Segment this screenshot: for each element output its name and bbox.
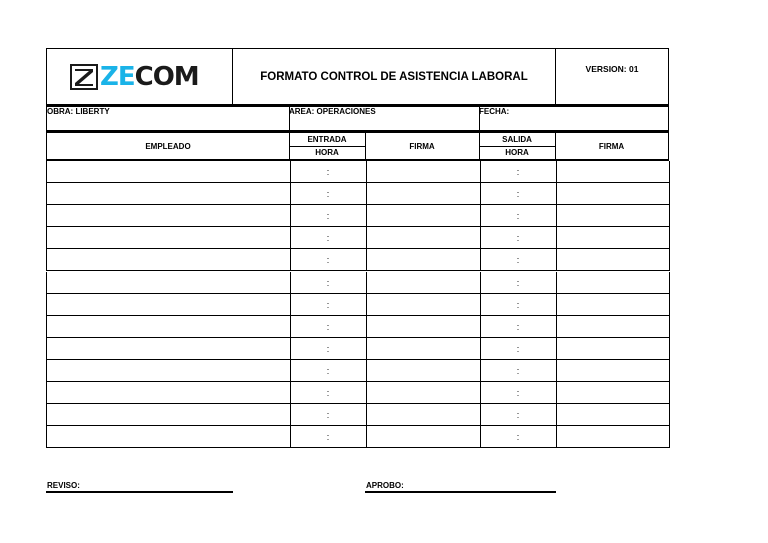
cell-firma-salida[interactable] — [556, 338, 670, 360]
cell-entrada-hora[interactable]: : — [290, 205, 367, 227]
cell-firma-salida[interactable] — [556, 316, 670, 338]
table-row — [46, 338, 669, 360]
obra-field — [46, 105, 290, 131]
table-row — [46, 382, 669, 404]
cell-firma-entrada[interactable] — [366, 205, 481, 227]
cell-firma-entrada[interactable] — [366, 360, 481, 382]
cell-firma-entrada[interactable] — [366, 426, 481, 448]
col-entrada: ENTRADA — [289, 131, 366, 147]
cell-entrada-hora[interactable]: : — [290, 316, 367, 338]
cell-firma-salida[interactable] — [556, 426, 670, 448]
cell-firma-entrada[interactable] — [366, 183, 481, 205]
cell-empleado[interactable] — [47, 404, 291, 426]
table-row — [46, 404, 669, 426]
cell-firma-entrada[interactable] — [366, 382, 481, 404]
cell-entrada-hora[interactable]: : — [290, 360, 367, 382]
cell-empleado[interactable] — [47, 338, 291, 360]
cell-empleado[interactable] — [47, 294, 291, 316]
cell-salida-hora[interactable]: : — [480, 382, 557, 404]
col-empleado: EMPLEADO — [46, 131, 290, 161]
cell-empleado[interactable] — [47, 382, 291, 404]
cell-entrada-hora[interactable]: : — [290, 404, 367, 426]
cell-firma-entrada[interactable] — [366, 316, 481, 338]
logo-box — [46, 48, 233, 105]
logo-text-ze: ZE — [100, 61, 135, 92]
cell-entrada-hora[interactable]: : — [290, 183, 367, 205]
cell-entrada-hora[interactable]: : — [290, 227, 367, 249]
cell-entrada-hora[interactable]: : — [290, 426, 367, 448]
table-row — [46, 360, 669, 382]
col-salida-hora: HORA — [479, 146, 556, 161]
cell-empleado[interactable] — [47, 205, 291, 227]
cell-firma-entrada[interactable] — [366, 404, 481, 426]
cell-empleado[interactable] — [47, 161, 291, 183]
logo-text-com: COM — [134, 61, 199, 92]
area-label: AREA: OPERACIONES — [289, 107, 376, 116]
cell-salida-hora[interactable]: : — [480, 249, 557, 271]
cell-empleado[interactable] — [47, 360, 291, 382]
fecha-field — [479, 105, 669, 131]
aprobo-signature-line[interactable] — [365, 491, 556, 493]
cell-salida-hora[interactable]: : — [480, 404, 557, 426]
table-row — [46, 249, 669, 271]
cell-salida-hora[interactable]: : — [480, 272, 557, 294]
cell-salida-hora[interactable]: : — [480, 338, 557, 360]
cell-firma-salida[interactable] — [556, 294, 670, 316]
cell-empleado[interactable] — [47, 183, 291, 205]
zecom-logo-icon — [70, 64, 98, 90]
table-row — [46, 272, 669, 294]
col-entrada-hora: HORA — [289, 146, 366, 161]
cell-salida-hora[interactable]: : — [480, 360, 557, 382]
cell-salida-hora[interactable]: : — [480, 294, 557, 316]
cell-salida-hora[interactable]: : — [480, 227, 557, 249]
col-firma-salida: FIRMA — [555, 131, 669, 161]
cell-firma-entrada[interactable] — [366, 249, 481, 271]
cell-empleado[interactable] — [47, 227, 291, 249]
cell-salida-hora[interactable]: : — [480, 426, 557, 448]
cell-firma-salida[interactable] — [556, 161, 670, 183]
cell-salida-hora[interactable]: : — [480, 183, 557, 205]
cell-entrada-hora[interactable]: : — [290, 294, 367, 316]
cell-salida-hora[interactable]: : — [480, 161, 557, 183]
fecha-label: FECHA: — [479, 107, 510, 116]
form-title: FORMATO CONTROL DE ASISTENCIA LABORAL — [232, 48, 556, 105]
aprobo-label: APROBO: — [366, 481, 404, 490]
table-row — [46, 161, 669, 183]
cell-empleado[interactable] — [47, 249, 291, 271]
cell-firma-salida[interactable] — [556, 272, 670, 294]
cell-entrada-hora[interactable]: : — [290, 382, 367, 404]
col-firma-entrada: FIRMA — [365, 131, 480, 161]
reviso-signature-line[interactable] — [46, 491, 233, 493]
col-salida: SALIDA — [479, 131, 556, 147]
obra-label: OBRA: LIBERTY — [47, 107, 110, 116]
cell-entrada-hora[interactable]: : — [290, 338, 367, 360]
cell-firma-entrada[interactable] — [366, 294, 481, 316]
cell-firma-entrada[interactable] — [366, 338, 481, 360]
cell-firma-salida[interactable] — [556, 360, 670, 382]
cell-firma-salida[interactable] — [556, 227, 670, 249]
table-row — [46, 227, 669, 249]
cell-entrada-hora[interactable]: : — [290, 161, 367, 183]
area-field — [289, 105, 480, 131]
cell-empleado[interactable] — [47, 426, 291, 448]
cell-firma-salida[interactable] — [556, 404, 670, 426]
zecom-logo — [47, 49, 233, 104]
cell-empleado[interactable] — [47, 272, 291, 294]
cell-empleado[interactable] — [47, 316, 291, 338]
cell-entrada-hora[interactable]: : — [290, 272, 367, 294]
table-row — [46, 294, 669, 316]
table-row — [46, 205, 669, 227]
version-label: VERSION: 01 — [555, 48, 669, 105]
cell-firma-salida[interactable] — [556, 205, 670, 227]
cell-firma-entrada[interactable] — [366, 272, 481, 294]
cell-firma-salida[interactable] — [556, 249, 670, 271]
cell-firma-salida[interactable] — [556, 382, 670, 404]
cell-salida-hora[interactable]: : — [480, 316, 557, 338]
cell-firma-entrada[interactable] — [366, 227, 481, 249]
table-row — [46, 316, 669, 338]
table-row — [46, 426, 669, 448]
reviso-label: REVISO: — [47, 481, 80, 490]
cell-firma-salida[interactable] — [556, 183, 670, 205]
cell-salida-hora[interactable]: : — [480, 205, 557, 227]
cell-firma-entrada[interactable] — [366, 161, 481, 183]
cell-entrada-hora[interactable]: : — [290, 249, 367, 271]
table-row — [46, 183, 669, 205]
